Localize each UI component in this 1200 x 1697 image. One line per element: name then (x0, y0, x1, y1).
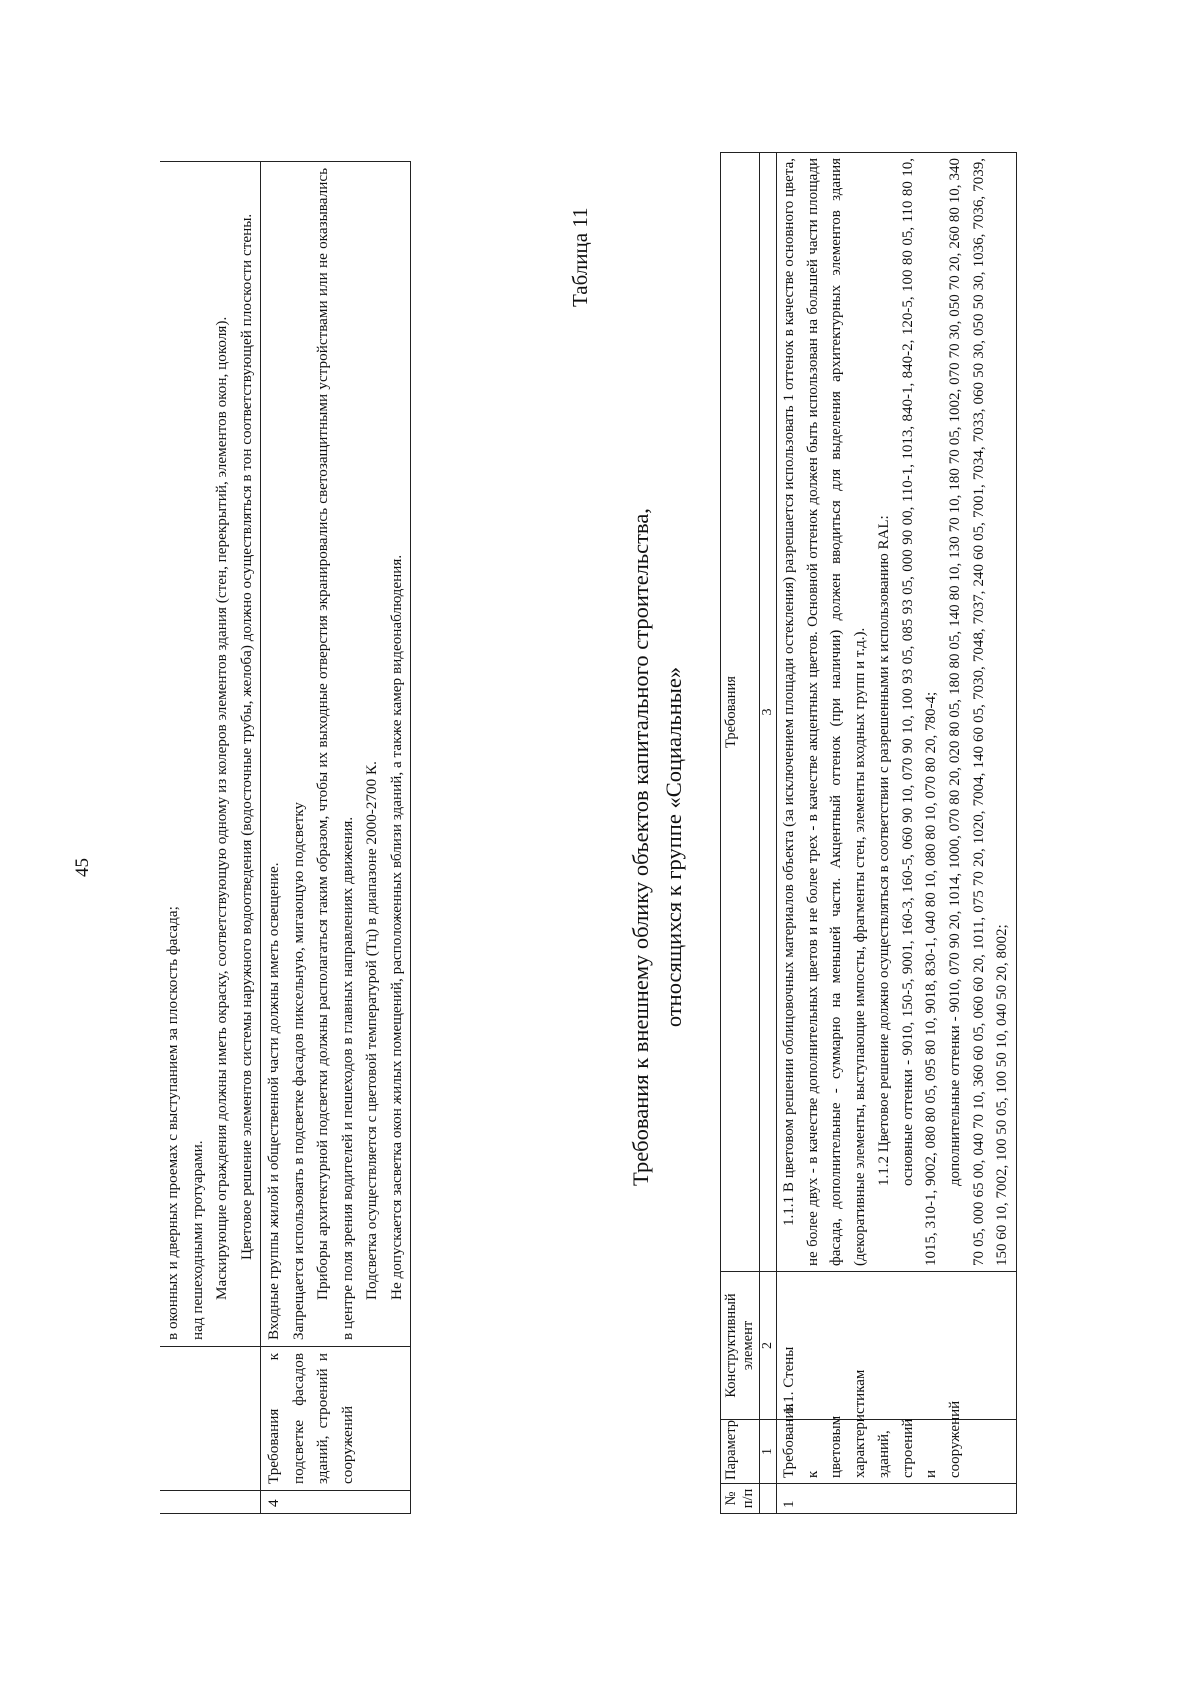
requirements-cell (261, 162, 411, 1347)
column-number-cell: 1 (760, 1420, 777, 1484)
table-11 (720, 152, 1017, 1514)
table-row (160, 162, 261, 1514)
column-number-cell: 3 (760, 153, 777, 1272)
requirement-line: Приборы архитектурной подсветки должны располагаться таким образом, чтобы их выходные отверстия экранировались светозащитными устройствами или не оказывались в центре поля зрения водителей и пешеходов в главных направлениях движения. (314, 168, 356, 1340)
requirement-line: Входные группы жилой и общественной части должны иметь освещение. (265, 862, 282, 1340)
parameter-cell: Требования к цветовым характеристикам зданий, строений и сооружений (777, 1420, 1017, 1484)
requirement-paragraph: 1.1.1 В цветовом решении облицовочных материалов объекта (за исключением площади остекления) разрешается использовать 1 оттенок в качестве основного цвета, не более двух - в качестве дополнительных цветов и не более трех - в качестве акцентных цветов. Основной оттенок должен быть использован на большей части площади фасада, дополнительные - суммарно на меньшей части. Акцентный оттенок (при наличии) должен вводиться для выделения архитектурных элементов здания (декоративные элементы, выступающие импосты, фрагменты стен, элементы входных групп и т.д.). (781, 158, 869, 1266)
requirement-line: Запрещается использовать в подсветке фасадов пиксельную, мигающую подсветку (289, 801, 307, 1340)
header-row (721, 153, 760, 1514)
header-element: Конструктивный элемент (721, 1272, 760, 1420)
requirement-line: Маскирующие ограждения должны иметь окраску, соответствующую одному из колеров элементов здания (стен, перекрытий, элементов окон, цоколя). (213, 316, 230, 1300)
parameter-cell: Требования к подсветке фасадов зданий, строений и сооружений (261, 1347, 411, 1491)
requirement-paragraph: 1.1.2 Цветовое решение должно осуществляться в соответствии с разрешенными к использованию RAL: (875, 515, 892, 1186)
table-label: Таблица 11 (568, 207, 592, 307)
requirement-paragraph: основные оттенки - 9010, 150-5, 9001, 160-3, 160-5, 060 90 10, 070 90 10, 100 93 05, 085 93 05, 000 90 00, 110-1, 1013, 840-1, 840-2, 120-5, 100 80 05, 110 80 10, 1015, 310-1, 9002, 080 80 05, 095 80 10, 9018, 830-1, 040 80 10, 080 80 10, 070 80 20, 780-4; (899, 158, 940, 1266)
requirement-line: над пешеходными тротуарами. (188, 1140, 206, 1340)
continued-requirements-table (160, 161, 411, 1514)
column-number-cell (760, 1484, 777, 1514)
element-cell: 1.1. Стены (777, 1272, 1017, 1420)
requirement-paragraph: дополнительные оттенки - 9010, 070 90 20, 1014, 1000, 070 80 20, 020 80 05, 180 80 05, 140 80 10, 130 70 10, 180 70 05, 1002, 070 70 30, 050 70 20, 260 80 10, 340 70 05, 000 65 00, 040 70 10, 360 60 05, 060 60 20, 1011, 075 70 20, 1020, 7004, 140 60 05, 7030, 7048, 7037, 240 60 05, 7001, 7034, 7033, 060 50 30, 050 50 30, 1036, 7036, 7039, 150 60 10, 7002, 100 50 05, 100 50 10, 040 50 20, 8002; (946, 158, 1011, 1266)
requirement-line: Не допускается засветка окон жилых помещений, расположенных вблизи зданий, а также камер видеонаблюдения. (387, 554, 405, 1300)
row-number-cell: 1 (777, 1484, 1017, 1514)
table-row (777, 153, 1017, 1514)
requirement-line: Цветовое решение элементов системы наружного водоотведения (водосточные трубы, желоба) должно осуществляться в тон соответствующей плоскости стены. (237, 213, 255, 1260)
column-number-row (760, 153, 777, 1514)
header-parameter: Параметр (721, 1420, 760, 1484)
header-requirements: Требования (721, 153, 760, 1272)
column-number-cell: 2 (760, 1272, 777, 1420)
table-title-line: Требования к внешнему облику объектов капитального строительства, (628, 508, 653, 1186)
requirement-line: Подсветка осуществляется с цветовой температурой (Тц) в диапазоне 2000-2700 К. (363, 761, 380, 1300)
requirements-cell (160, 162, 261, 1347)
table-title (624, 217, 690, 1477)
requirement-line: в оконных и дверных проемах с выступанием за плоскость фасада; (164, 906, 181, 1340)
table-title-line: относящихся к группе «Социальные» (661, 666, 686, 1028)
page-number: 45 (72, 858, 93, 877)
row-number-cell (160, 1491, 261, 1514)
header-number: № п/п (721, 1484, 760, 1514)
table-row (261, 162, 411, 1514)
requirements-cell (777, 153, 1017, 1272)
row-number-cell: 4 (261, 1491, 411, 1514)
parameter-cell (160, 1347, 261, 1491)
